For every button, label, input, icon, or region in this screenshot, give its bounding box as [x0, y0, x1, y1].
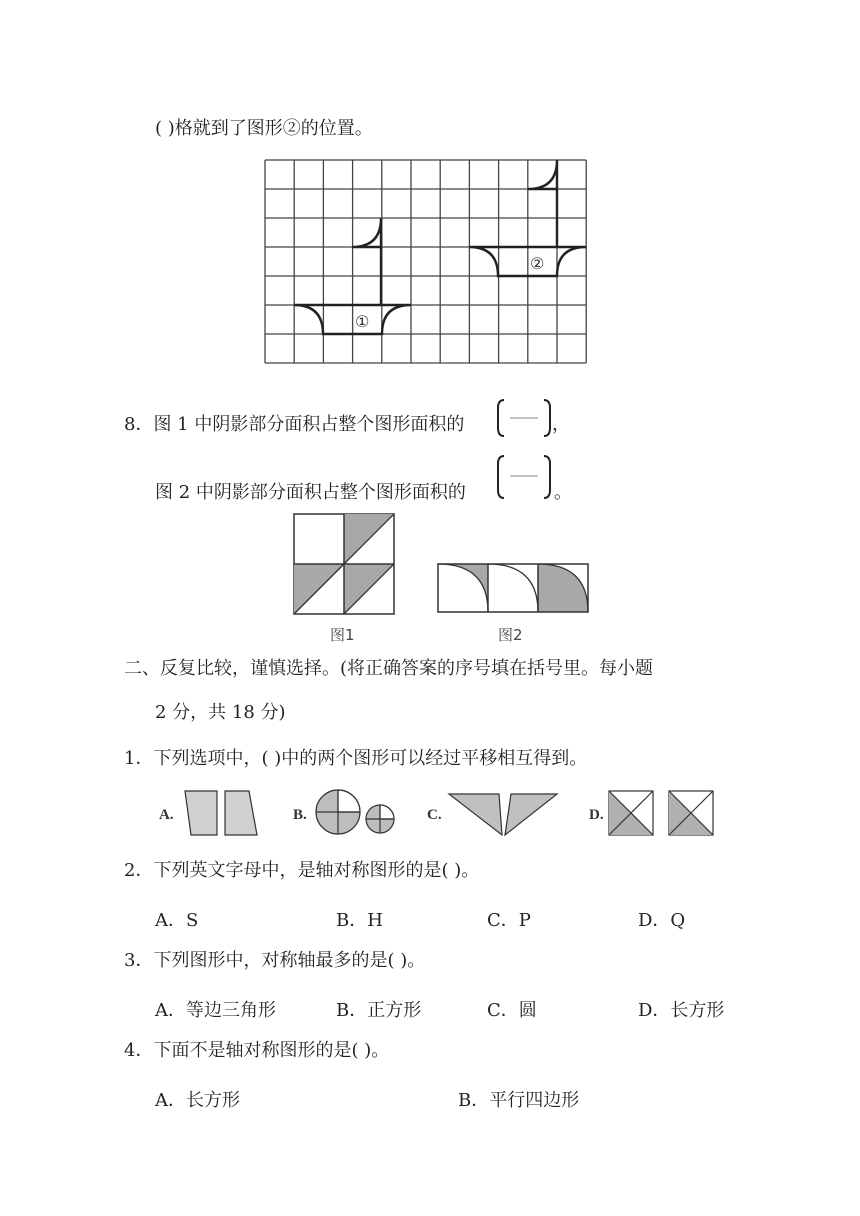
q8-line1-text: 8．图 1 中阴影部分面积占整个图形面积的: [124, 414, 465, 435]
q2-option-d[interactable]: D．Q: [638, 910, 686, 931]
q8-fraction-blank-2[interactable]: [496, 454, 556, 504]
question-1-stem: 1．下列选项中，( )中的两个图形可以经过平移相互得到。: [124, 748, 588, 769]
q1-c-shape-1: [449, 794, 502, 835]
q3-option-b[interactable]: B．正方形: [336, 1000, 422, 1021]
question-2-stem: 2．下列英文字母中，是轴对称图形的是( )。: [124, 860, 480, 881]
section-2-title: 二、反复比较，谨慎选择。(将正确答案的序号填在括号里。每小题: [124, 658, 654, 679]
q3-option-c[interactable]: C．圆: [487, 1000, 537, 1021]
q8-line1: [124, 414, 464, 436]
question-3-stem: 3．下列图形中，对称轴最多的是( )。: [124, 950, 426, 971]
question-1-options: [155, 788, 755, 848]
q3-option-d[interactable]: D．长方形: [638, 1000, 725, 1021]
figure-2: [436, 512, 606, 652]
q1-a-shape-1: [185, 791, 217, 835]
figure-1-caption: 图1: [330, 626, 355, 644]
shape-2-label: ②: [530, 254, 545, 273]
q1-option-a-label: A.: [159, 807, 174, 823]
figure-1: [290, 512, 410, 652]
q1-option-c-label: C.: [427, 807, 442, 823]
q7-tail-text: ( )格就到了图形②的位置。: [155, 118, 373, 139]
q2-option-a[interactable]: A．S: [155, 910, 199, 931]
section-2-title-cont: 2 分，共 18 分): [155, 702, 286, 723]
figure-2-caption: 图2: [498, 626, 523, 644]
q1-option-d-label: D.: [589, 807, 604, 823]
q1-option-b-label: B.: [293, 807, 307, 823]
q8-line2-end: 。: [554, 482, 572, 503]
q1-c-shape-2: [505, 794, 557, 835]
q4-option-a[interactable]: A．长方形: [155, 1090, 240, 1111]
q1-a-shape-2: [225, 791, 257, 835]
translation-grid-figure: [0, 0, 860, 380]
q4-option-b[interactable]: B．平行四边形: [458, 1090, 580, 1111]
q8-fraction-blank-1[interactable]: [496, 398, 556, 448]
question-4-stem: 4．下面不是轴对称图形的是( )。: [124, 1040, 390, 1061]
q3-option-a[interactable]: A．等边三角形: [155, 1000, 276, 1021]
q8-line2-text: 图 2 中阴影部分面积占整个图形面积的: [155, 482, 466, 503]
q2-option-c[interactable]: C．P: [487, 910, 531, 931]
q8-line1-end: ，: [552, 414, 570, 435]
q2-option-b[interactable]: B．H: [336, 910, 383, 931]
shape-1-label: ①: [355, 312, 370, 331]
